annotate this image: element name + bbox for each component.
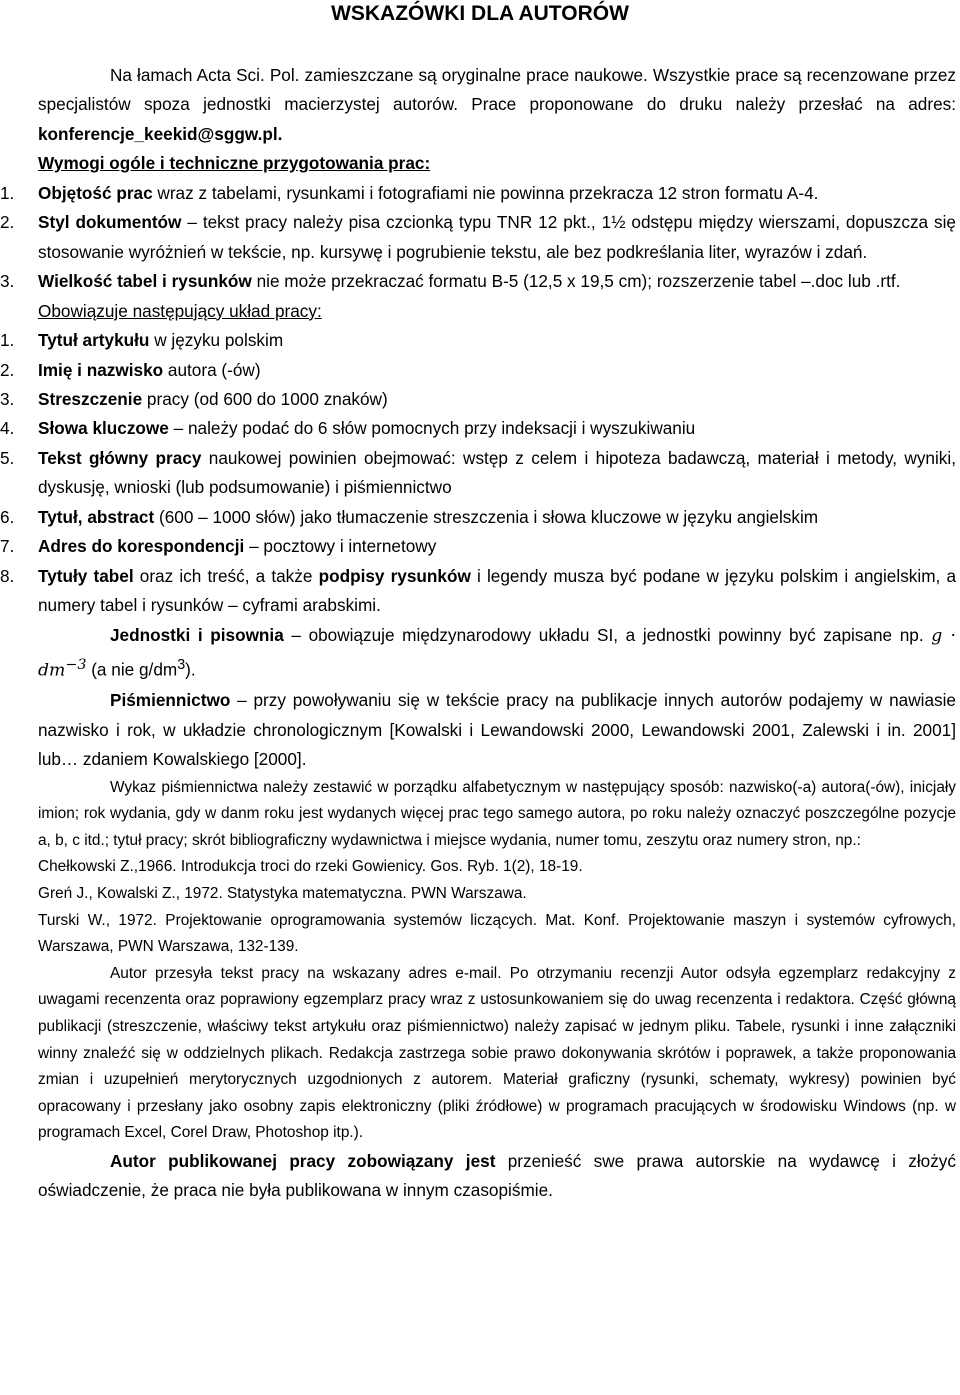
item-bold: Adres do korespondencji xyxy=(38,536,245,557)
intro-text: Na łamach Acta Sci. Pol. zamieszczane są oryginalne prace naukowe. Wszystkie prace są recenzowane przez specjalistów spoza jednostki macierzystej autorów. Prace proponowane do druku należy przesłać na adres: xyxy=(38,65,956,115)
item-bold: Tytuły tabel xyxy=(38,565,134,586)
item-bold: Imię i nazwisko xyxy=(38,359,164,380)
item-number: 1. xyxy=(0,182,15,203)
item-bold: Słowa kluczowe xyxy=(38,418,169,439)
item-text-2: i legendy musza być podane w języku polskim i angielskim, a numery tabel i rysunków – cyframi arabskimi. xyxy=(38,565,956,616)
units-text: – obowiązuje międzynarodowy układu SI, a jednostki powinny być zapisane np. xyxy=(283,624,932,645)
contact-email: konferencje_keekid@sggw.pl. xyxy=(38,123,283,144)
layout-item-5 xyxy=(0,444,956,503)
requirement-item-2 xyxy=(0,208,956,267)
submission-paragraph: Autor przesyła tekst pracy na wskazany adres e-mail. Po otrzymaniu recenzji Autor odsyła egzemplarz redakcyjny z uwagami recenzenta oraz poprawiony egzemplarz pracy wraz z ustosunkowaniem się do uwag recenzenta i redaktora. Część główną publikacji (streszczenie, właściwy tekst artykułu oraz piśmiennictwo) należy zapisać w jednym pliku. Tabele, rysunki i inne załączniki winny znaleźć się w oddzielnych plikach. Redakcja zastrzega sobie prawo dokonywania skrótów i poprawek, a także proponowania zmian i uzupełnień merytorycznych uzgodnionych z autorem. Materiał graficzny (rysunki, schematy, wykresy) powinien być opracowany i przesłany jako osobny zapis elektroniczny (pliki źródłowe) w programach pracujących w środowisku Windows (np. w programach Excel, Corel Draw, Photoshop itp.). xyxy=(38,964,956,1142)
item-number: 3. xyxy=(0,388,15,409)
item-bold: Tytuł artykułu xyxy=(38,330,150,351)
item-text: naukowej powinien obejmować: wstęp z celem i hipoteza badawczą, materiał i metody, wyniki, dyskusję, wnioski (lub podsumowanie) i piśmiennictwo xyxy=(38,447,956,498)
item-text: – tekst pracy należy pisa czcionką typu TNR 12 pkt., 1½ odstępu między wierszami, dopuszcza się stosowanie wyróżnień w tekście, np. kursywę i pogrubienie tekstu, ale bez podkreślania liter, wyrazów i zdań. xyxy=(38,212,956,262)
item-number: 5. xyxy=(0,447,15,468)
copyright-paragraph xyxy=(38,1147,956,1206)
small-text-block xyxy=(38,775,956,1147)
layout-item-4 xyxy=(0,414,956,443)
document-body xyxy=(0,61,957,1206)
requirement-item-3 xyxy=(0,267,956,296)
item-number: 7. xyxy=(0,536,15,557)
item-text: w języku polskim xyxy=(149,330,284,351)
item-number: 4. xyxy=(0,418,15,439)
item-number: 2. xyxy=(0,359,15,380)
item-text: (600 – 1000 słów) jako tłumaczenie streszczenia i słowa kluczowe w języku angielskim xyxy=(154,506,819,527)
unit-formula: g · dm xyxy=(38,625,957,681)
item-text: wraz z tabelami, rysunkami i fotografiami nie powinna przekracza 12 stron formatu A-4. xyxy=(152,182,819,203)
layout-item-3 xyxy=(0,385,956,414)
item-text: – należy podać do 6 słów pomocnych przy indeksacji i wyszukiwaniu xyxy=(168,418,696,439)
bibliography-bold: Piśmiennictwo xyxy=(110,690,231,711)
item-bold-2: podpisy rysunków xyxy=(318,565,471,586)
reference-3: Turski W., 1972. Projektowanie oprogramowania systemów liczących. Mat. Konf. Projektowanie maszyn i systemów cyfrowych, Warszawa, PWN Warszawa, 132-139. xyxy=(38,911,956,956)
bibliography-paragraph xyxy=(38,686,956,774)
requirement-item-1 xyxy=(0,179,956,208)
units-paragraph xyxy=(38,621,956,687)
unit-exponent: −3 xyxy=(65,657,87,674)
requirements-heading: Wymogi ogóle i techniczne przygotowania prac: xyxy=(38,153,431,174)
item-bold: Styl dokumentów xyxy=(38,212,182,233)
units-text-3: ). xyxy=(185,659,196,680)
copyright-bold: Autor publikowanej pracy zobowiązany jest xyxy=(110,1150,496,1171)
units-text-2: (a nie g/dm xyxy=(86,659,178,680)
item-bold: Tekst główny pracy xyxy=(38,447,202,468)
item-bold: Objętość prac xyxy=(38,182,153,203)
layout-item-6 xyxy=(0,503,956,532)
item-number: 1. xyxy=(0,330,15,351)
item-number: 3. xyxy=(0,271,15,292)
bibliography-text: – przy powoływaniu się w tekście pracy na publikacje innych autorów podajemy w nawiasie nazwisko i rok, w układzie chronologicznym [Kowalski i Lewandowski 2000, Lewandowski 2001, Zalewski i in. 2001] lub… zdaniem Kowalskiego [2000]. xyxy=(38,690,956,770)
item-text: pracy (od 600 do 1000 znaków) xyxy=(142,388,388,409)
layout-item-7 xyxy=(0,532,956,561)
item-text: autora (-ów) xyxy=(163,359,261,380)
layout-heading: Obowiązuje następujący układ pracy: xyxy=(38,300,322,321)
reference-2: Greń J., Kowalski Z., 1972. Statystyka matematyczna. PWN Warszawa. xyxy=(38,884,527,902)
copyright-text: przenieść swe prawa autorskie na wydawcę i złożyć oświadczenie, że praca nie była publikowana w innym czasopiśmie. xyxy=(38,1150,956,1201)
layout-item-1 xyxy=(0,326,956,355)
item-number: 6. xyxy=(0,506,15,527)
list-rules-paragraph: Wykaz piśmiennictwa należy zestawić w porządku alfabetycznym w następujący sposób: nazwisko(-a) autora(-ów), inicjały imion; rok wydania, gdy w danm roku jest wydanych więcej prac tego samego autora, po roku należy oznaczyć poszczególne pozycje a, b, c itd.; tytuł pracy; skrót bibliograficzny wydawnictwa i miejsce wydania, numer tomu, zeszytu oraz numery stron, np.: xyxy=(38,778,956,849)
page-title: WSKAZÓWKI DLA AUTORÓW xyxy=(331,2,629,25)
item-text: – pocztowy i internetowy xyxy=(244,536,437,557)
item-number: 2. xyxy=(0,212,15,233)
item-bold: Streszczenie xyxy=(38,388,143,409)
units-sup: 3 xyxy=(177,657,186,674)
reference-1: Chełkowski Z.,1966. Introdukcja troci do rzeki Gowienicy. Gos. Ryb. 1(2), 18-19. xyxy=(38,858,583,876)
layout-item-8 xyxy=(0,562,956,621)
item-bold: Wielkość tabel i rysunków xyxy=(38,271,252,292)
item-text: nie może przekraczać formatu B-5 (12,5 x 19,5 cm); rozszerzenie tabel –.doc lub .rtf. xyxy=(251,271,901,292)
layout-item-2 xyxy=(0,356,956,385)
intro-paragraph xyxy=(38,61,956,149)
item-text: oraz ich treść, a także xyxy=(133,565,319,586)
units-bold: Jednostki i pisownia xyxy=(110,624,284,645)
item-bold: Tytuł, abstract xyxy=(38,506,155,527)
item-number: 8. xyxy=(0,565,15,586)
